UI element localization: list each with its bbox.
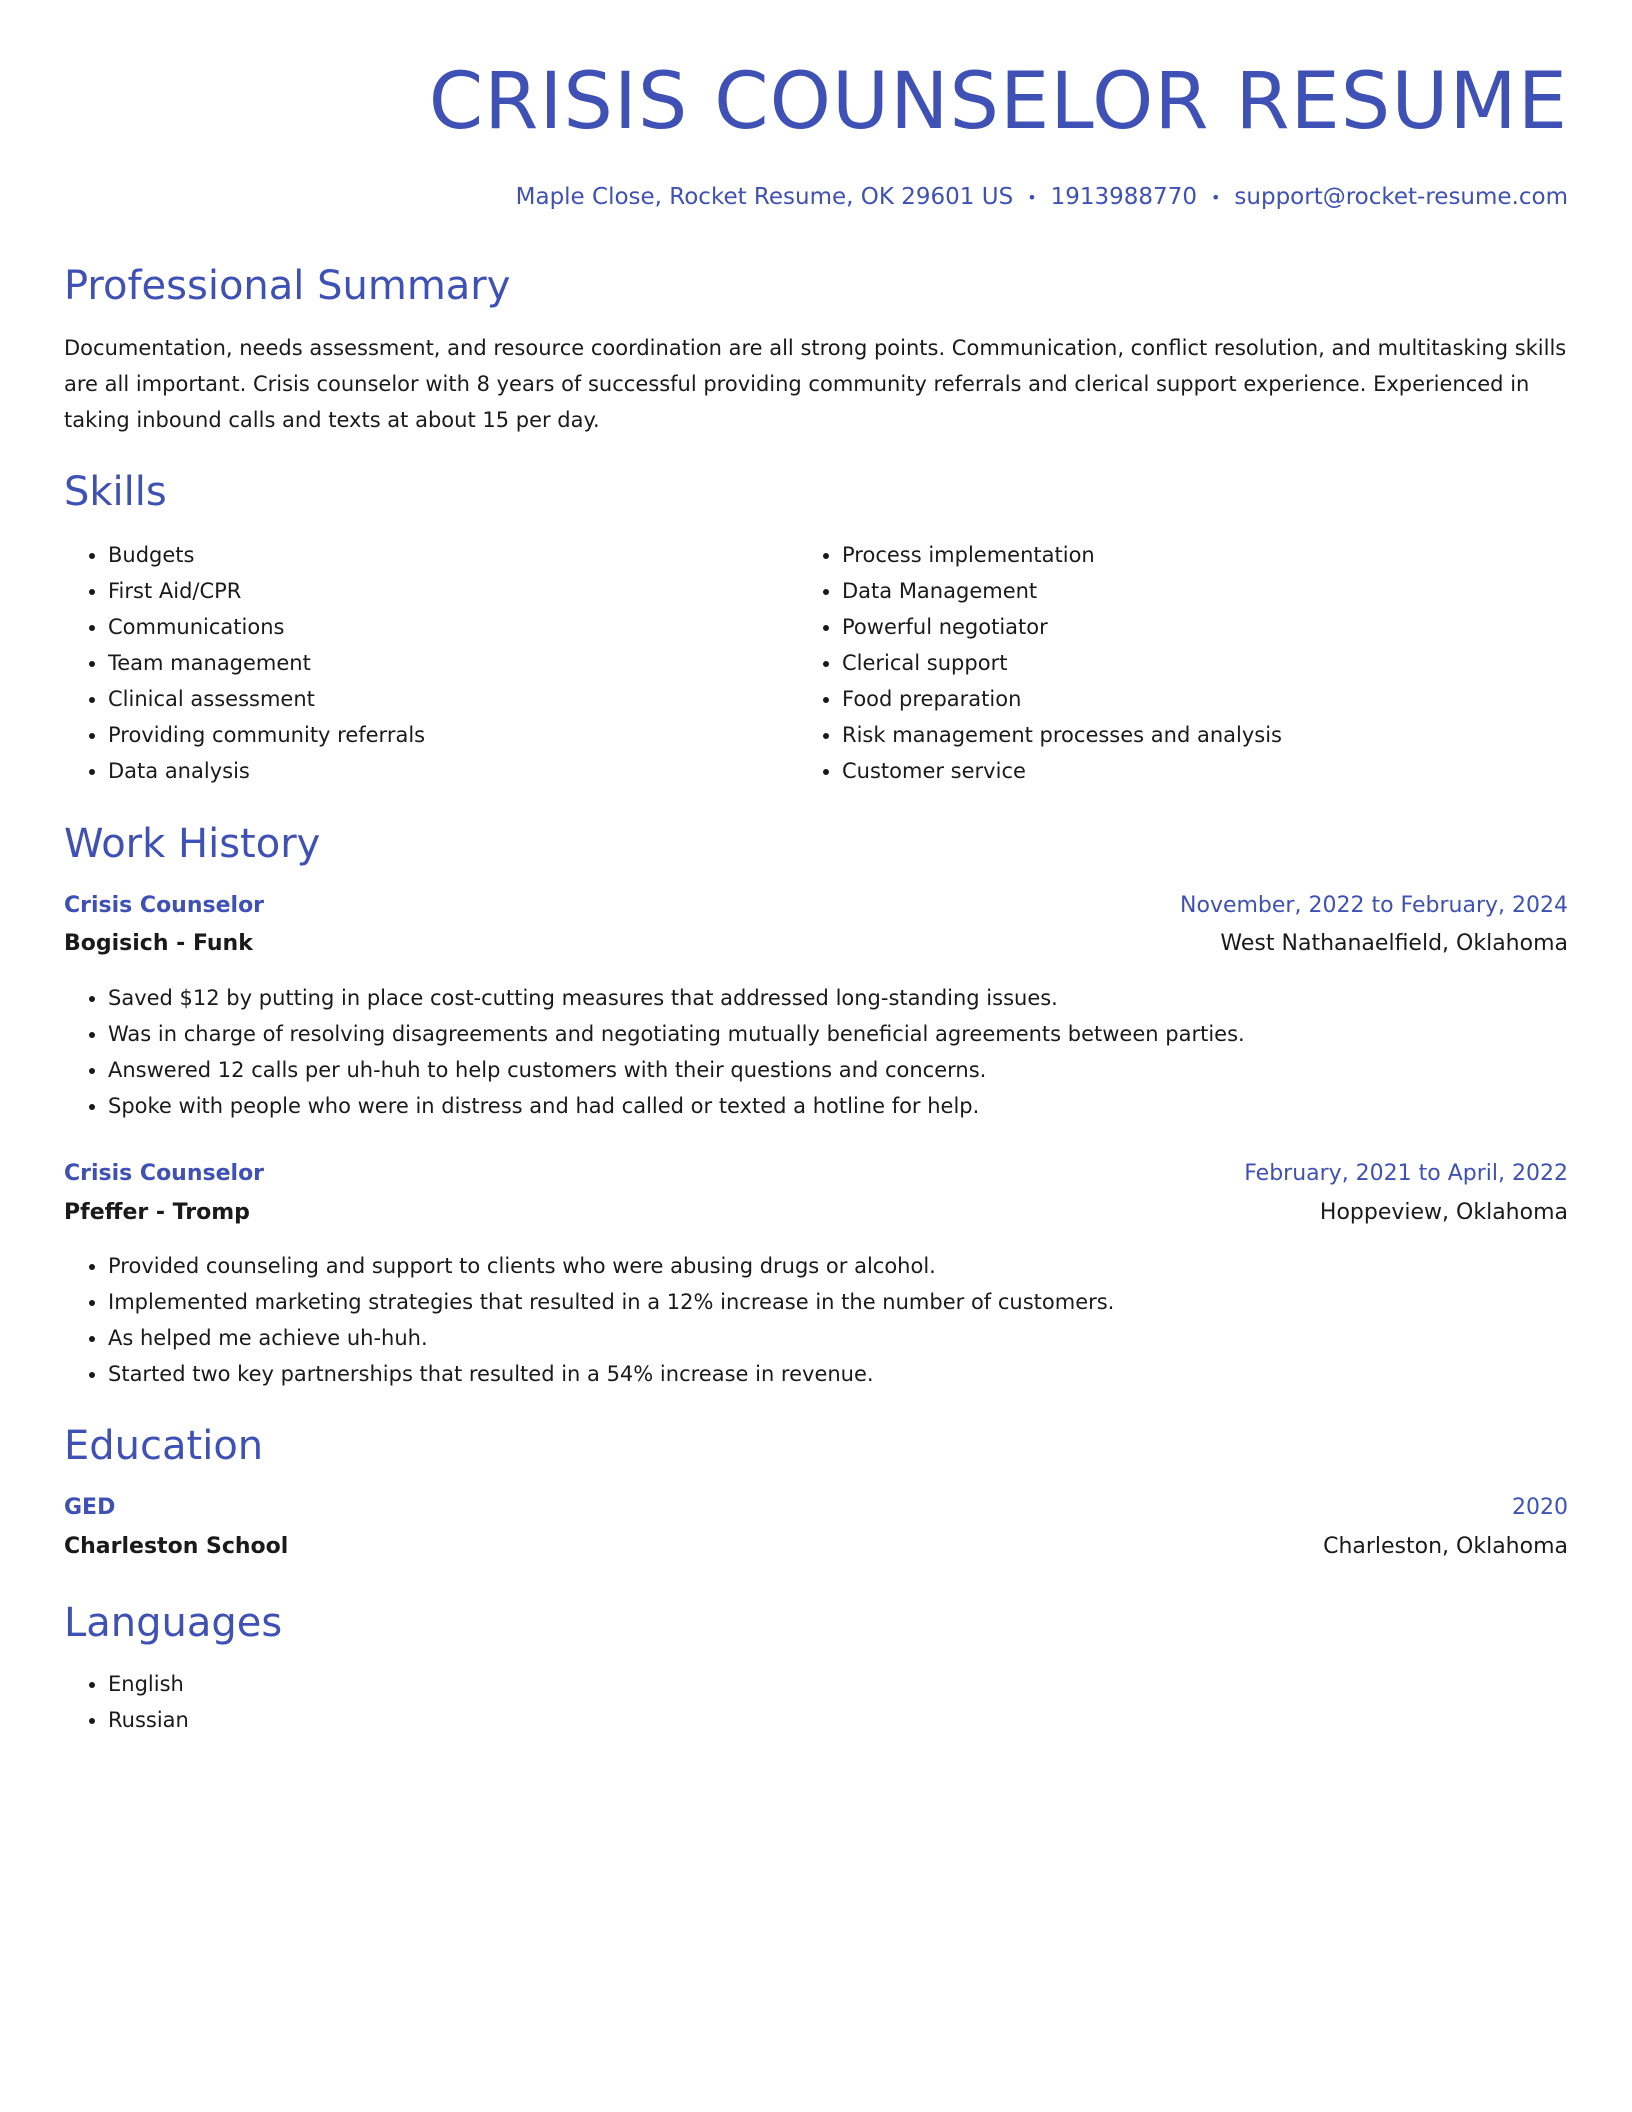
section-heading-work-history: Work History: [64, 821, 321, 867]
education-school: Charleston School: [64, 1534, 289, 1559]
skill-item: • Clerical support: [842, 645, 1282, 681]
job-location: Hoppeview, Oklahoma: [1319, 1200, 1568, 1225]
language-item: • English: [108, 1666, 189, 1702]
job-bullet: • Implemented marketing strategies that resulted in a 12% increase in the number of customers.: [108, 1284, 1114, 1320]
skill-item: • Clinical assessment: [108, 681, 425, 717]
section-heading-summary: Professional Summary: [64, 263, 511, 309]
skill-item: • Data Management: [842, 573, 1282, 609]
section-heading-education: Education: [64, 1423, 264, 1469]
language-item: • Russian: [108, 1702, 189, 1738]
job-bullet: • Was in charge of resolving disagreements and negotiating mutually beneficial agreements between parties.: [108, 1016, 1245, 1052]
skills-list-left: [64, 537, 425, 789]
skill-item: • Powerful negotiator: [842, 609, 1282, 645]
contact-line: [516, 180, 1568, 215]
languages-list: [64, 1666, 189, 1738]
bullet-separator-icon: •: [1210, 187, 1221, 207]
job-company-row: [64, 926, 1568, 962]
job-bullet: • As helped me achieve uh-huh.: [108, 1320, 1114, 1356]
education-header-row: [64, 1490, 1568, 1526]
job-bullets: [64, 980, 1245, 1124]
education-year: 2020: [1512, 1495, 1568, 1520]
job-bullets: [64, 1248, 1114, 1392]
job-bullet: • Answered 12 calls per uh-huh to help customers with their questions and concerns.: [108, 1052, 1245, 1088]
skill-item: • Customer service: [842, 753, 1282, 789]
contact-address: Maple Close, Rocket Resume, OK 29601 US: [515, 184, 1014, 210]
education-location: Charleston, Oklahoma: [1323, 1534, 1568, 1559]
job-dates: February, 2021 to April, 2022: [1244, 1161, 1568, 1186]
job-bullet: • Started two key partnerships that resulted in a 54% increase in revenue.: [108, 1356, 1114, 1392]
summary-text: Documentation, needs assessment, and resource coordination are all strong points. Communication, conflict resolution, and multitasking skills are all important. Crisis counselor with 8 years of successful providing community referrals and clerical support experience. Experienced in taking inbound calls and texts at about 15 per day.: [64, 336, 1567, 432]
job-bullet: • Spoke with people who were in distress and had called or texted a hotline for help.: [108, 1088, 1245, 1124]
job-company: Bogisich - Funk: [64, 931, 253, 956]
job-bullet: • Provided counseling and support to clients who were abusing drugs or alcohol.: [108, 1248, 1114, 1284]
contact-phone: 1913988770: [1050, 184, 1197, 210]
skill-item: • First Aid/CPR: [108, 573, 425, 609]
job-header-row: [64, 1156, 1568, 1192]
job-company: Pfeffer - Tromp: [64, 1200, 250, 1225]
skill-item: • Risk management processes and analysis: [842, 717, 1282, 753]
resume-title: CRISIS COUNSELOR RESUME: [428, 57, 1568, 147]
job-title: Crisis Counselor: [64, 893, 265, 918]
skill-item: • Food preparation: [842, 681, 1282, 717]
job-header-row: [64, 888, 1568, 924]
job-company-row: [64, 1195, 1568, 1231]
section-heading-skills: Skills: [64, 469, 167, 515]
job-title: Crisis Counselor: [64, 1161, 265, 1186]
skill-item: • Communications: [108, 609, 425, 645]
education-degree: GED: [64, 1495, 116, 1520]
education-school-row: [64, 1529, 1568, 1565]
section-heading-languages: Languages: [64, 1600, 283, 1646]
job-location: West Nathanaelfield, Oklahoma: [1220, 931, 1568, 956]
skill-item: • Team management: [108, 645, 425, 681]
job-bullet: • Saved $12 by putting in place cost-cutting measures that addressed long-standing issues.: [108, 980, 1245, 1016]
skill-item: • Data analysis: [108, 753, 425, 789]
bullet-separator-icon: •: [1027, 187, 1037, 207]
job-dates: November, 2022 to February, 2024: [1180, 893, 1568, 918]
skill-item: • Process implementation: [842, 537, 1282, 573]
skills-list-right: [798, 537, 1282, 789]
skill-item: • Providing community referrals: [108, 717, 425, 753]
contact-email: support@rocket-resume.com: [1234, 184, 1568, 210]
skill-item: • Budgets: [108, 537, 425, 573]
